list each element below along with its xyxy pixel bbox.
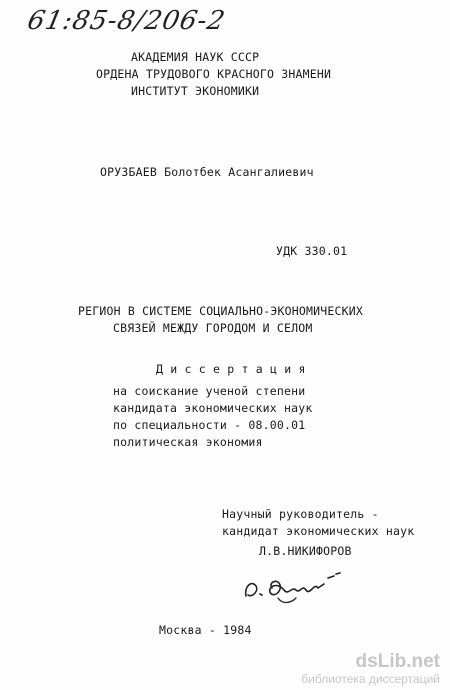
place-and-year: Москва - 1984 [159, 623, 252, 637]
institution-line-3: ИНСТИТУТ ЭКОНОМИКИ [131, 84, 260, 98]
supervisor-degree: кандидат экономических наук [222, 524, 415, 538]
watermark-tagline: библиотека диссертаций [301, 672, 440, 686]
watermark-logo: dsLib.net [355, 651, 440, 672]
specialty-name: политическая экономия [113, 435, 263, 449]
author-signature [238, 568, 348, 608]
supervisor-label: Научный руководитель - [222, 507, 379, 521]
document-type-label: Д и с с е р т а ц и я [156, 362, 306, 376]
institution-line-2: ОРДЕНА ТРУДОВОГО КРАСНОГО ЗНАМЕНИ [96, 67, 332, 81]
institution-line-1: АКАДЕМИЯ НАУК СССР [131, 50, 260, 64]
handwritten-archive-code: 61:85-8/206-2 [24, 6, 229, 36]
degree-line-2: кандидата экономических наук [113, 401, 313, 415]
udk-code: УДК 330.01 [276, 244, 348, 258]
degree-line-1: на соискание ученой степени [113, 384, 306, 398]
specialty-line: по специальности - 08.00.01 [113, 418, 306, 432]
dissertation-title-line-1: РЕГИОН В СИСТЕМЕ СОЦИАЛЬНО-ЭКОНОМИЧЕСКИХ [78, 304, 363, 318]
author-name: ОРУЗБАЕВ Болотбек Асангалиевич [100, 165, 314, 179]
supervisor-name: Л.В.НИКИФОРОВ [259, 544, 352, 558]
dissertation-title-line-2: СВЯЗЕЙ МЕЖДУ ГОРОДОМ И СЕЛОМ [113, 321, 313, 335]
site-watermark [301, 652, 440, 686]
